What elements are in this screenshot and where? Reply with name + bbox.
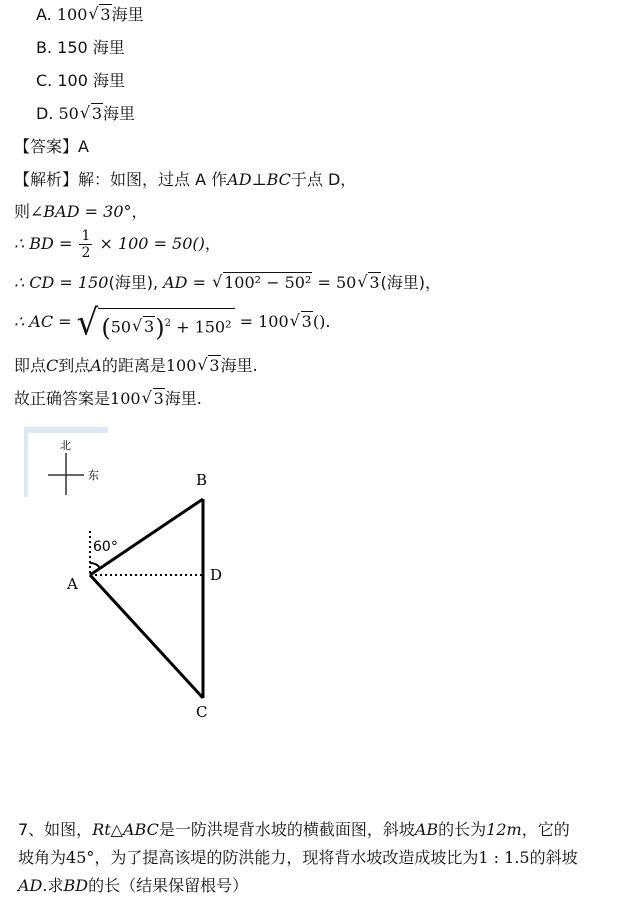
sqrt-symbol: √ 3 <box>132 314 155 340</box>
angle-label: 60° <box>93 539 118 555</box>
segment-ab <box>90 499 203 575</box>
sqrt-symbol: √ 100² − 50² <box>212 272 312 294</box>
geometry-figure <box>0 425 260 725</box>
sqrt-symbol: √ 3 <box>197 355 220 377</box>
analysis-line-6: 即点C到点A的距离是100√ 3海里. <box>14 355 258 377</box>
segment-ac <box>90 575 203 698</box>
fraction: $\frac{1}{2}$ <box>81 228 91 261</box>
compass-east-label: 东 <box>88 469 99 482</box>
analysis-line-1: 【解析】解：如图，过点 A 作AD⊥BC于点 D， <box>14 170 357 189</box>
point-d-label: D <box>210 566 223 584</box>
sqrt-symbol: √ 3 <box>80 103 103 125</box>
analysis-line-5: ∴ AC = √ (50√ 3)$^2$ + 150² = 100√ 3(). <box>14 296 330 348</box>
angle-arc <box>90 563 100 568</box>
option-b: B. 150 海里 <box>36 38 125 57</box>
point-a-label: A <box>67 575 78 593</box>
option-c: C. 100 海里 <box>36 71 125 90</box>
point-c-label: C <box>196 703 208 721</box>
figure-border-top <box>24 427 108 433</box>
analysis-line-7: 故正确答案是100√ 3海里. <box>14 388 202 410</box>
sqrt-symbol: √ 3 <box>88 4 111 26</box>
figure-border-left <box>24 427 28 497</box>
analysis-line-3: ∴ BD = $\frac{1}{2}$ × 100 = 50()， <box>14 228 221 261</box>
option-d: D. 50√ 3海里 <box>36 103 135 125</box>
sqrt-symbol: √ 3 <box>357 272 380 294</box>
answer-line: 【答案】A <box>14 137 89 156</box>
sqrt-symbol: √ 3 <box>142 388 165 410</box>
big-sqrt: √ (50√ 3)$^2$ + 150² <box>77 305 235 341</box>
analysis-line-4: ∴ CD = 150(海里), AD = √ 100² − 50² = 50√ 3(海里)， <box>14 272 441 294</box>
point-b-label: B <box>196 471 208 489</box>
sqrt-symbol: √ 3 <box>290 296 313 348</box>
analysis-line-2: 则∠BAD = 30°， <box>14 202 148 221</box>
question-7: 7、如图，Rt△ABC是一防洪堤背水坡的横截面图，斜坡AB的长为12m，它的 坡角为45°，为了提高该堤的防洪能力，现将背水坡改造成坡比为1 : 1.5的斜坡 AD.求BD的长（结果保留根号） <box>18 820 578 895</box>
compass-north-label: 北 <box>60 439 71 452</box>
option-a: A. 100√ 3海里 <box>36 4 144 26</box>
